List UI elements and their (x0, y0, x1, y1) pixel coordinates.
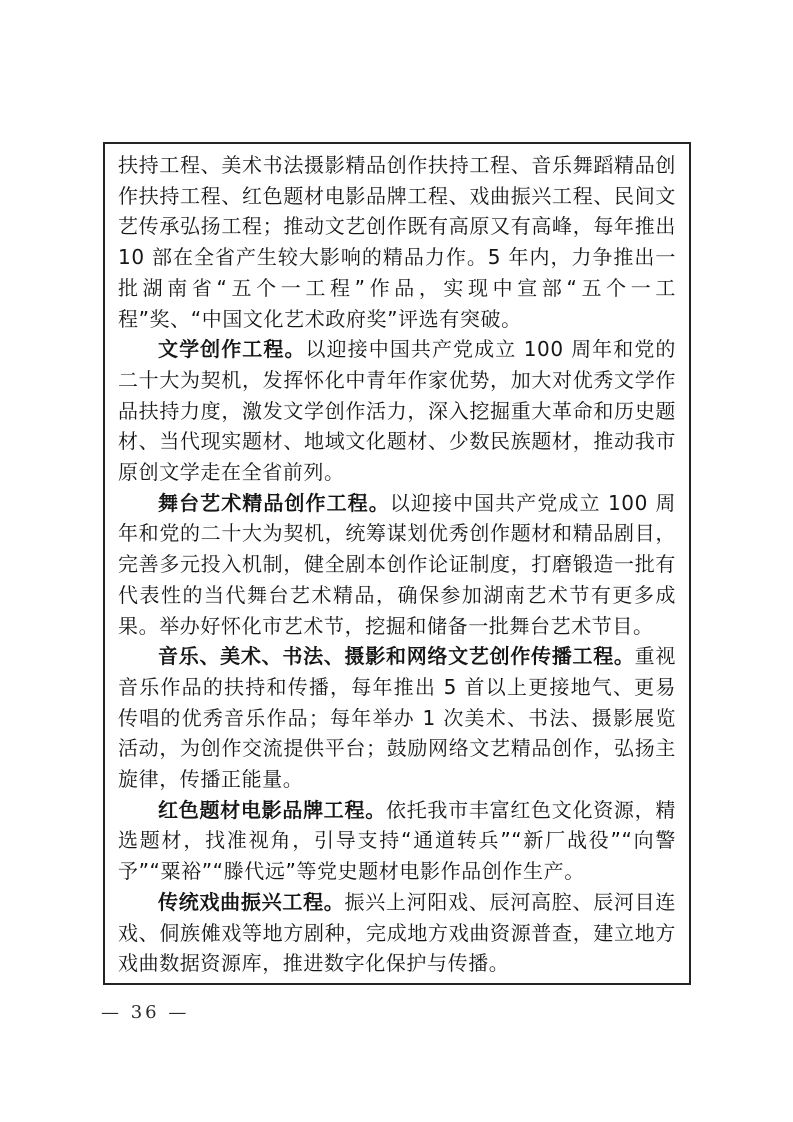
paragraph-lead: 文学创作工程。 (158, 337, 306, 362)
paragraph-body: 以迎接中国共产党成立 100 周年和党的二十大为契机，发挥怀化中青年作家优势，加大对优秀文学作品扶持力度，激发文学创作活力，深入挖掘重大革命和历史题材、当代现实题材、地域文化题材、少数民族题材，推动我市原创文学走在全省前列。 (118, 337, 677, 485)
paragraph-lead: 红色题材电影品牌工程。 (158, 797, 386, 822)
paragraph-music-art-media (118, 641, 676, 795)
paragraph-literary-creation (118, 334, 676, 488)
paragraph-lead: 传统戏曲振兴工程。 (158, 889, 345, 914)
page-number: — 36 — (101, 1002, 190, 1023)
paragraph-body: 依托我市丰富红色文化资源，精选题材，找准视角，引导支持“通道转兵”“新厂战役”“向警予”“粟裕”“滕代远”等党史题材电影作品创作生产。 (118, 797, 676, 884)
paragraph-body: 振兴上河阳戏、辰河高腔、辰河目连戏、侗族傩戏等地方剧种，完成地方戏曲资源普查，建立地方戏曲数据资源库，推进数字化保护与传播。 (118, 889, 676, 976)
paragraph-lead: 音乐、美术、书法、摄影和网络文艺创作传播工程。 (158, 644, 635, 669)
paragraph-lead: 舞台艺术精品创作工程。 (158, 490, 390, 515)
paragraph-traditional-opera (118, 887, 676, 979)
content-border-box (103, 142, 691, 985)
paragraph-body: 以迎接中国共产党成立 100 周年和党的二十大为契机，统筹谋划优秀创作题材和精品剧目，完善多元投入机制，健全剧本创作论证制度，打磨锻造一批有代表性的当代舞台艺术精品，确保参加湖南艺术节有更多成果。举办好怀化市艺术节，挖掘和储备一批舞台艺术节目。 (118, 490, 676, 638)
paragraph-creation-guarantee (118, 979, 676, 985)
paragraph-body: 重视音乐作品的扶持和传播，每年推出 5 首以上更接地气、更易传唱的优秀音乐作品；每年举办 1 次美术、书法、摄影展览活动，为创作交流提供平台；鼓励网络文艺精品创作，弘扬主旋律，传播正能量。 (118, 644, 676, 792)
paragraph-red-film-brand (118, 795, 676, 887)
paragraph-lead (158, 982, 345, 985)
paragraph-stage-art (118, 488, 676, 642)
paragraph-continuation (118, 150, 676, 334)
paragraph-body: 扶持工程、美术书法摄影精品创作扶持工程、音乐舞蹈精品创作扶持工程、红色题材电影品牌工程、戏曲振兴工程、民间文艺传承弘扬工程；推动文艺创作既有高原又有高峰，每年推出 10 部在全省产生较大影响的精品力作。5 年内，力争推出一批湖南省“五个一工程”作品，实现中宣部“五个一工程”奖、“中国文化艺术政府奖”评选有突破。 (118, 153, 676, 331)
